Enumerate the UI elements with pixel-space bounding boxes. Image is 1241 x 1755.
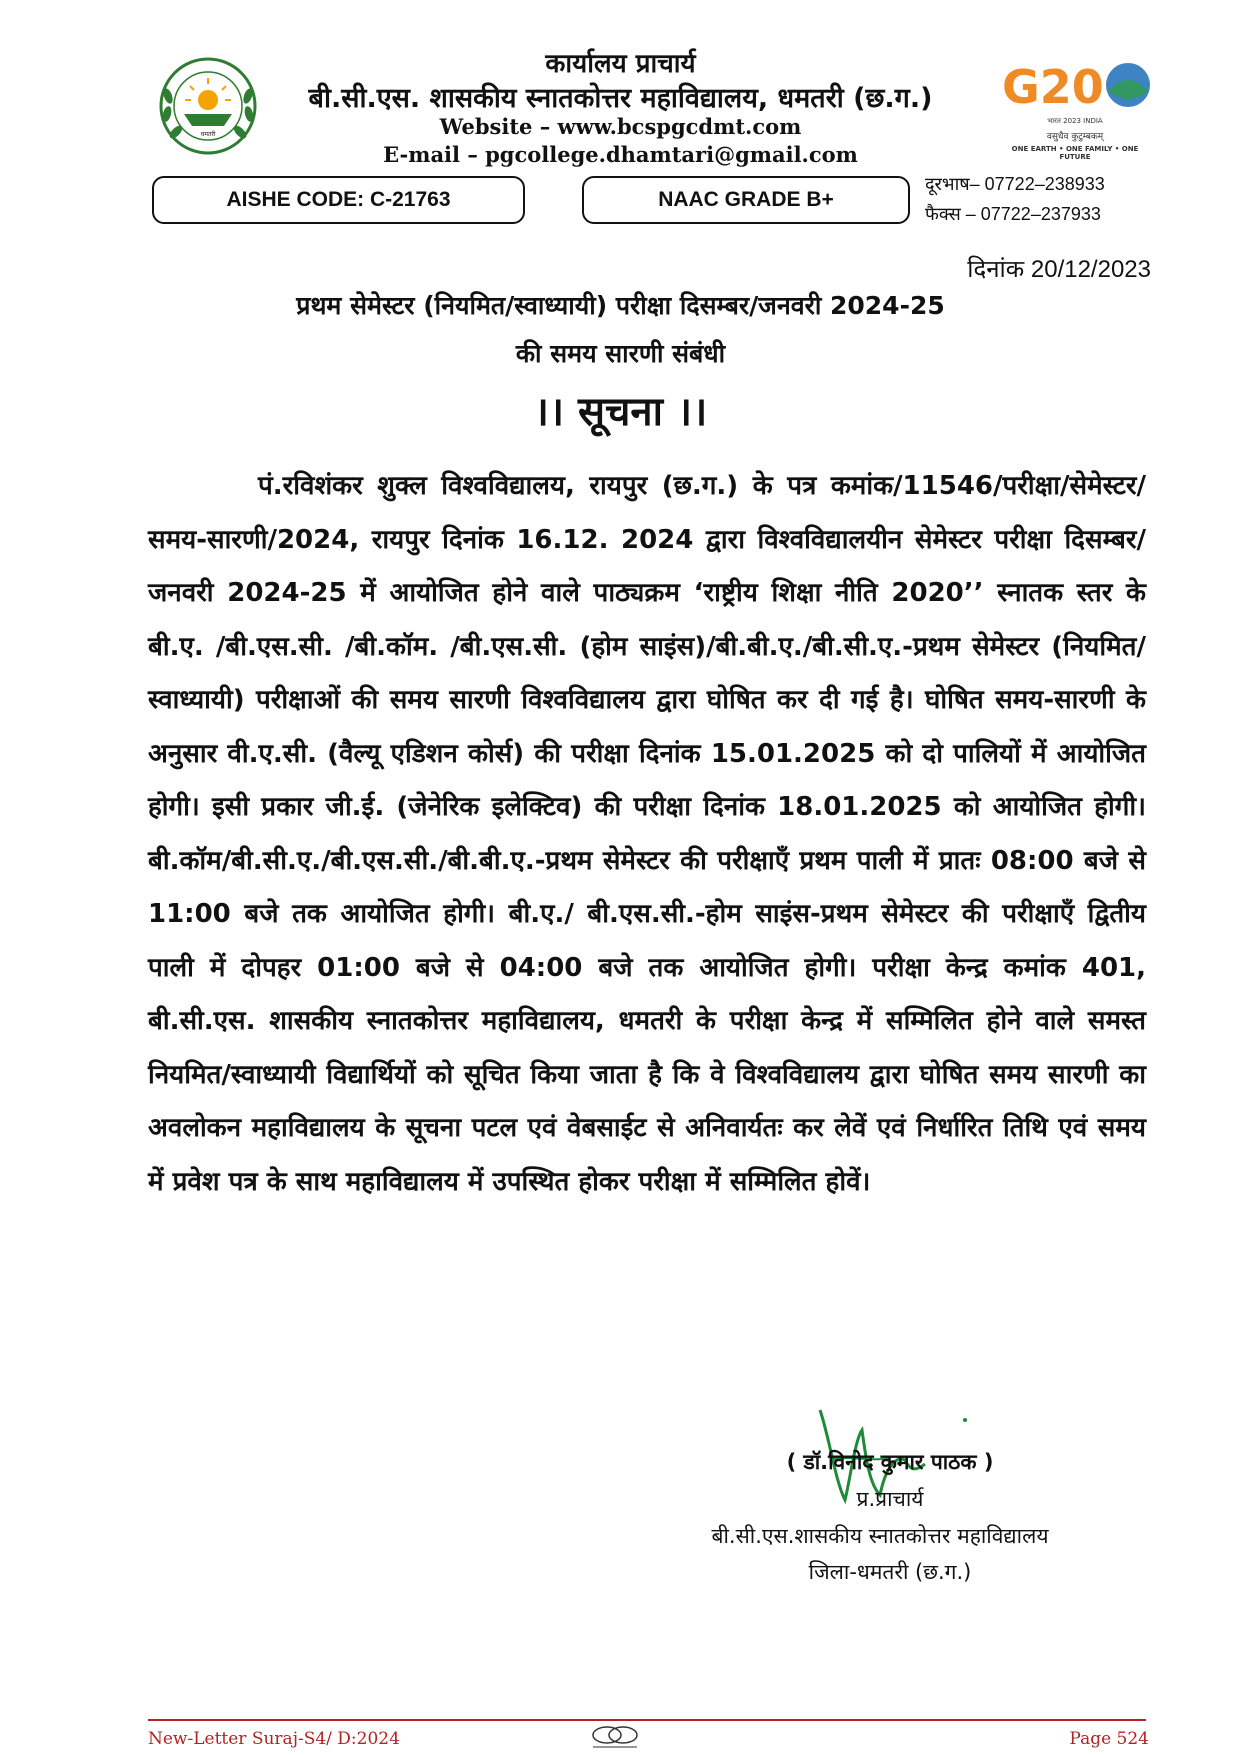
notice-heading: ।। सूचना ।। [533, 389, 708, 435]
subject-line-1: प्रथम सेमेस्टर (नियमित/स्वाध्यायी) परीक्षा दिसम्बर/जनवरी 2024-25 [296, 291, 945, 320]
notice-body: पं.रविशंकर शुक्ल विश्वविद्यालय, रायपुर (छ.ग.) के पत्र कमांक/11546/परीक्षा/सेमेस्टर/समय-सारणी/2024, रायपुर दिनांक 16.12. 2024 द्वारा विश्वविद्यालयीन सेमेस्टर परीक्षा दिसम्बर/जनवरी 2024-25 में आयोजित होने वाले पाठ्यक्रम ‘राष्ट्रीय शिक्षा नीति 2020’’ स्नातक स्तर के बी.ए. /बी.एस.सी. /बी.कॉम. /बी.एस.सी. (होम साइंस)/बी.बी.ए./बी.सी.ए.-प्रथम सेमेस्टर (नियमित/स्वाध्यायी) परीक्षाओं की समय सारणी विश्वविद्यालय द्वारा घोषित कर दी गई है। घोषित समय-सारणी के अनुसार वी.ए.सी. (वैल्यू एडिशन कोर्स) की परीक्षा दिनांक 15.01.2025 को दो पालियों में आयोजित होगी। इसी प्रकार जी.ई. (जेनेरिक इलेक्टिव) की परीक्षा दिनांक 18.01.2025 को आयोजित होगी। बी.कॉम/बी.सी.ए./बी.एस.सी./बी.बी.ए.-प्रथम सेमेस्टर की परीक्षाएँ प्रथम पाली में प्रातः 08:00 बजे से 11:00 बजे तक आयोजित होगी। बी.ए./ बी.एस.सी.-होम साइंस-प्रथम सेमेस्टर की परीक्षाएँ द्वितीय पाली में दोपहर 01:00 बजे से 04:00 बजे तक आयोजित होगी। परीक्षा केन्द्र कमांक 401, बी.सी.एस. शासकीय स्नातकोत्तर महाविद्यालय, धमतरी के परीक्षा केन्द्र में सम्मिलित होने वाले समस्त नियमित/स्वाध्यायी विद्यार्थियों को सूचित किया जाता है कि वे विश्वविद्यालय द्वारा घोषित समय सारणी का अवलोकन महाविद्यालय के सूचना पटल एवं वेबसाईट से अनिवार्यतः कर लेवें एवं निर्धारित तिथि एवं समय में प्रवेश पत्र के साथ महाविद्यालय में उपस्थित होकर परीक्षा में सम्मिलित होवें। [148, 471, 1146, 1197]
notice-date: दिनांक 20/12/2023 [967, 256, 1151, 283]
g20-motto: वसुधैव कुटुम्बकम् [1046, 132, 1104, 142]
footer-reference: New-Letter Suraj-S4/ D:2024 [148, 1729, 400, 1749]
naac-grade-box: NAAC GRADE B+ [582, 176, 910, 224]
footer-emblem-icon [585, 1723, 645, 1751]
g20-tagline: ONE EARTH • ONE FAMILY • ONE FUTURE [1011, 145, 1139, 161]
g20-mark: G20 [1002, 60, 1104, 114]
phone-number: दूरभाष– 07722–238933 [925, 174, 1105, 194]
fax-number: फैक्स – 07722–237933 [925, 204, 1101, 224]
signatory-name: ( डॉ.विनोद कुमार पाठक ) [786, 1450, 994, 1474]
aishe-code-box: AISHE CODE: C-21763 [152, 176, 525, 224]
signatory-college: बी.सी.एस.शासकीय स्नातकोत्तर महाविद्यालय [711, 1524, 1049, 1548]
signatory-designation: प्र.प्राचार्य [856, 1487, 924, 1511]
g20-year: भारत 2023 INDIA [1047, 117, 1103, 125]
subject-line-2: की समय सारणी संबंधी [515, 339, 726, 368]
signatory-district: जिला-धमतरी (छ.ग.) [808, 1560, 972, 1584]
college-name: बी.सी.एस. शासकीय स्नातकोत्तर महाविद्यालय, धमतरी (छ.ग.) [308, 83, 933, 114]
college-logo-text: धमतरी [200, 131, 216, 138]
page-number: Page 524 [1069, 1729, 1149, 1749]
website-line: Website – www.bcspgcdmt.com [439, 114, 802, 139]
email-line: E-mail – pgcollege.dhamtari@gmail.com [383, 142, 858, 167]
office-title: कार्यालय प्राचार्य [545, 49, 696, 79]
g20-logo [1000, 55, 1150, 165]
footer-divider [148, 1719, 1146, 1721]
